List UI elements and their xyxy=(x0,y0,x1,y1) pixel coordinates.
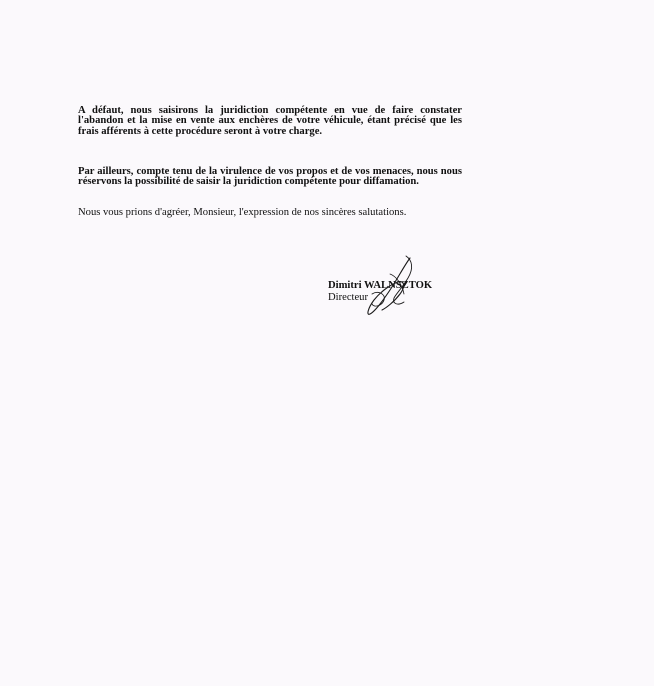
paragraph-closing: Nous vous prions d'agréer, Monsieur, l'expression de nos sincères salutations. xyxy=(78,207,407,218)
paragraph-defamation: Par ailleurs, compte tenu de la virulence de vos propos et de vos menaces, nous nous réservons la possibilité de saisir la juridiction compétente pour diffamation. xyxy=(78,166,462,188)
paragraph-procedure: A défaut, nous saisirons la juridiction compétente en vue de faire constater l'abandon et la mise en vente aux enchères de votre véhicule, étant précisé que les frais afférents à cette procédure seront à votre charge. xyxy=(78,105,462,137)
signatory-name: Dimitri WALNSZTOK xyxy=(328,280,433,291)
handwritten-signature xyxy=(360,254,420,318)
signatory-title: Directeur xyxy=(328,291,368,303)
